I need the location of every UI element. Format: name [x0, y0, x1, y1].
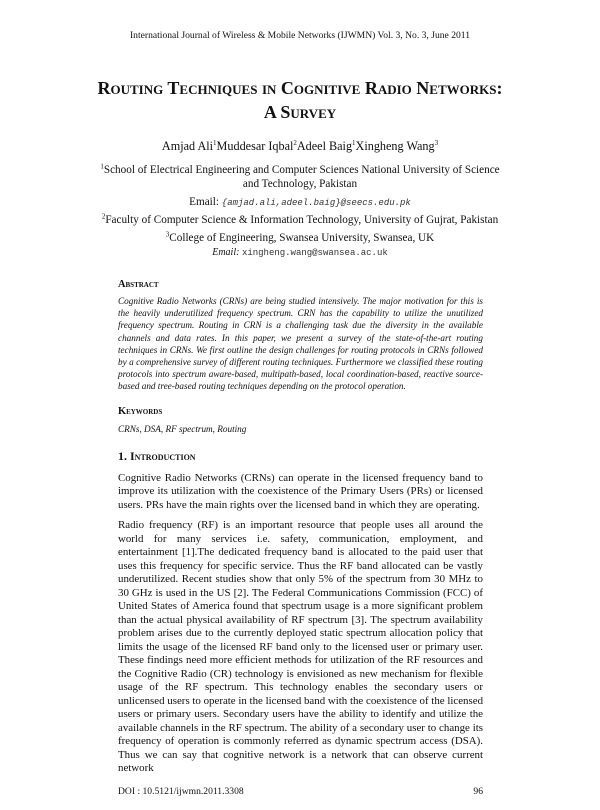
- doi: DOI : 10.5121/ijwmn.2011.3308: [118, 785, 244, 797]
- affiliation-number: 2: [101, 212, 106, 221]
- affiliation-text: School of Electrical Engineering and Computer Sciences National University of Science and Technology, Pakistan: [103, 164, 500, 190]
- email: xingheng.wang@swansea.ac.uk: [241, 248, 388, 258]
- page-footer: [118, 786, 483, 798]
- author-affiliation-mark: 2: [293, 138, 297, 147]
- affiliation-2: [100, 213, 500, 227]
- author: Amjad Ali: [161, 139, 214, 153]
- author: Adeel Baig: [296, 139, 353, 153]
- email-label: Email:: [212, 247, 242, 258]
- keywords-section: [118, 405, 483, 435]
- affiliation-number: 1: [100, 162, 104, 171]
- abstract-heading: Abstract: [118, 279, 159, 290]
- affiliation-1: [100, 163, 500, 210]
- introduction-section: [118, 449, 483, 776]
- author-affiliation-mark: 1: [213, 138, 217, 147]
- running-head: International Journal of Wireless & Mobile Networks (IJWMN) Vol. 3, No. 3, June 2011: [129, 30, 471, 41]
- paragraph: Cognitive Radio Networks (CRNs) can operate in the licensed frequency band to improve its utilization with the coexistence of the Primary Users (PRs) or licensed users. PRs have the main rights over the licensed band in which they are operating.: [118, 471, 483, 511]
- keywords-heading: Keywords: [118, 405, 163, 417]
- page-number: 96: [473, 785, 483, 797]
- email-label: Email:: [189, 196, 222, 208]
- abstract-text: Cognitive Radio Networks (CRNs) are being studied intensively. The major motivation for this is the heavily underutilized frequency spectrum. CRN has the capability to utilize the unutilized frequency spectrum. Routing in CRN is a challenging task due the diversity in the available channels and data rates. In this paper, we present a survey of the state-of-the-art routing techniques in CRNs. We first outline the design challenges for routing protocols in CRNs followed by a comprehensive survey of different routing techniques. Furthermore we classified these routing protocols into spectrum aware-based, multipath-based, local coordination-based, reactive source-based and tree-based routing techniques depending on the protocol operation.: [118, 296, 483, 392]
- affiliation-text: Faculty of Computer Science & Information Technology, University of Gujrat, Pakistan: [105, 214, 499, 226]
- email: {amjad.ali,adeel.baig}@seecs.edu.pk: [221, 198, 411, 208]
- section-heading: 1. Introduction: [118, 448, 196, 463]
- author: Xingheng Wang: [355, 139, 435, 153]
- author-list: [0, 139, 600, 154]
- paper-title: Routing Techniques in Cognitive Radio Networks: A Survey: [97, 78, 503, 122]
- affiliation-3: [100, 231, 500, 260]
- author-affiliation-mark: 1: [352, 138, 356, 147]
- affiliation-text: College of Engineering, Swansea University, Swansea, UK: [169, 232, 435, 244]
- author: Muddesar Iqbal: [216, 139, 294, 153]
- affiliation-number: 3: [165, 230, 170, 239]
- paragraph: Radio frequency (RF) is an important resource that people uses all around the world for many services i.e. safety, communication, employment, and entertainment [1].The dedicated frequency band is allocated to the paid user that uses this frequency for specific service. Thus the RF band allocated can be vastly underutilized. Recent studies show that only 5% of the spectrum from 30 MHz to 30 GHz is used in the US [2]. The Federal Communications Commission (FCC) of United States of America found that spectrum usage is a more significant problem than the actual physical availability of RF spectrum [3]. The spectrum availability problem arises due to the currently deployed static spectrum allocation policy that limits the usage of the licensed RF band only to the licensed user or primary user. These findings need more efficient methods for utilization of the RF resources and the Cognitive Radio (CR) technology is envisioned as new mechanism for flexible usage of the RF spectrum. This technology enables the secondary users or unlicensed users to operate in the licensed band with the coexistence of the licensed users or primary users. Secondary users have the ability to identify and utilize the available channels in the RF spectrum. The ability of a secondary user to change its frequency of operation is commonly referred as dynamic spectrum access (DSA). Thus we can say that cognitive network is a network that can observe current network: [118, 519, 484, 775]
- keywords-text: CRNs, DSA, RF spectrum, Routing: [118, 423, 247, 434]
- author-affiliation-mark: 3: [434, 138, 439, 147]
- abstract-section: [118, 278, 483, 393]
